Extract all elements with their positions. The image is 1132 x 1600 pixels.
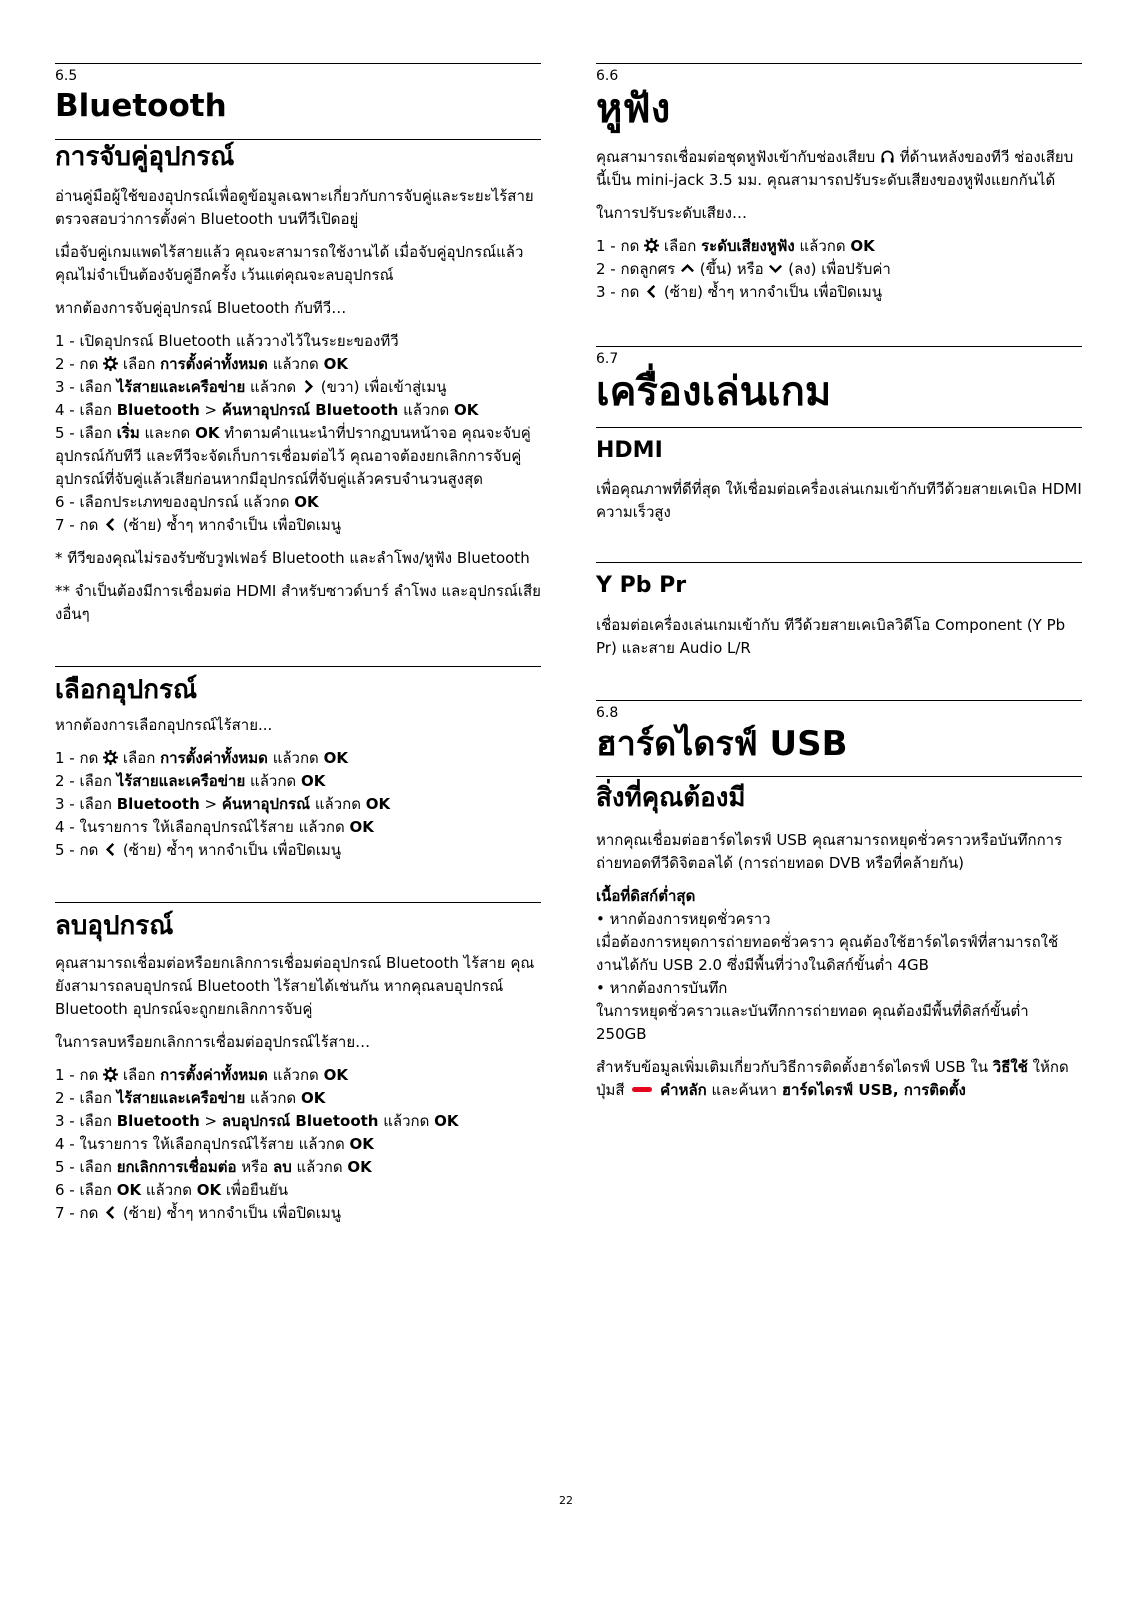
list-item: 4 - ในรายการ ให้เลือกอุปกรณ์ไร้สาย แล้วกด OK bbox=[55, 817, 374, 836]
list-item: 1 - กด เลือก การตั้งค่าทั้งหมด แล้วกด OK bbox=[55, 1066, 348, 1085]
section-title: ฮาร์ดไดรฟ์ USB bbox=[596, 723, 848, 764]
gear-icon bbox=[644, 238, 659, 253]
list-item: 2 - กด เลือก การตั้งค่าทั้งหมด แล้วกด OK bbox=[55, 354, 348, 373]
list-item: 1 - เปิดอุปกรณ์ Bluetooth แล้ววางไว้ในระยะของทีวี bbox=[55, 331, 399, 350]
select-steps bbox=[55, 747, 541, 862]
pairing-paragraph-2: เมื่อจับคู่เกมแพดไร้สายแล้ว คุณจะสามารถใช้งานได้ เมื่อจับคู่อุปกรณ์แล้ว คุณไม่จำเป็นต้องจับคู่อีกครั้ง เว้นแต่คุณจะลบอุปกรณ์ bbox=[55, 242, 524, 284]
list-item: 3 - เลือก ไร้สายและเครือข่าย แล้วกด (ขวา) เพื่อเข้าสู่เมนู bbox=[55, 377, 447, 396]
list-item: 5 - เลือก ยกเลิกการเชื่อมต่อ หรือ ลบ แล้วกด OK bbox=[55, 1158, 372, 1177]
chevron-left-icon bbox=[103, 842, 118, 857]
list-item: 2 - กดลูกศร (ขึ้น) หรือ (ลง) เพื่อปรับค่า bbox=[596, 260, 891, 278]
section-number: 6.8 bbox=[596, 704, 619, 721]
chevron-right-icon bbox=[301, 379, 316, 394]
list-item: 6 - เลือก OK แล้วกด OK เพื่อยืนยัน bbox=[55, 1181, 288, 1200]
list-item: 2 - เลือก ไร้สายและเครือข่าย แล้วกด OK bbox=[55, 1089, 326, 1108]
list-item: 2 - เลือก ไร้สายและเครือข่าย แล้วกด OK bbox=[55, 771, 326, 790]
chevron-left-icon bbox=[103, 517, 118, 532]
section-number: 6.7 bbox=[596, 351, 619, 367]
select-intro: หากต้องการเลือกอุปกรณ์ไร้สาย... bbox=[55, 715, 273, 734]
list-item: 6 - เลือกประเภทของอุปกรณ์ แล้วกด OK bbox=[55, 492, 319, 511]
section-rule bbox=[596, 63, 1082, 64]
pairing-steps bbox=[55, 330, 541, 537]
headphones-paragraph: คุณสามารถเชื่อมต่อชุดหูฟังเข้ากับช่องเสียบ ที่ด้านหลังของทีวี ช่องเสียบนี้เป็น mini-jack 3.5 มม. คุณสามารถปรับระดับเสียงของหูฟังแยกกันได้ bbox=[596, 148, 1074, 189]
gear-icon bbox=[103, 356, 118, 371]
record-paragraph: ในการหยุดชั่วคราวและบันทึกการถ่ายทอด คุณต้องมีพื้นที่ดิสก์ขั้นต่ำ 250GB bbox=[596, 1001, 1029, 1043]
remove-paragraph: คุณสามารถเชื่อมต่อหรือยกเลิกการเชื่อมต่ออุปกรณ์ Bluetooth ไร้สาย คุณยังสามารถลบอุปกรณ์ Bluetooth ไร้สายได้เช่นกัน หากคุณลบอุปกรณ์ Bluetooth อุปกรณ์จะถูกยกเลิกการจับคู่ bbox=[55, 954, 535, 1019]
pairing-paragraph-1: อ่านคู่มือผู้ใช้ของอุปกรณ์เพื่อดูข้อมูลเฉพาะเกี่ยวกับการจับคู่และระยะไร้สาย ตรวจสอบว่าการตั้งค่า Bluetooth บนทีวีเปิดอยู่ bbox=[55, 186, 534, 228]
remove-intro: ในการลบหรือยกเลิกการเชื่อมต่ออุปกรณ์ไร้สาย… bbox=[55, 1033, 371, 1052]
usb-paragraph: หากคุณเชื่อมต่อฮาร์ดไดรฟ์ USB คุณสามารถหยุดชั่วคราวหรือบันทึกการถ่ายทอดทีวีดิจิตอลได้ (การถ่ายทอด DVB หรือที่คล้ายกัน) bbox=[596, 830, 1063, 872]
select-device-heading: เลือกอุปกรณ์ bbox=[55, 674, 198, 705]
chevron-left-icon bbox=[644, 284, 659, 299]
list-item: 5 - กด (ซ้าย) ซ้ำๆ หากจำเป็น เพื่อปิดเมนู bbox=[55, 840, 342, 859]
list-item: 4 - เลือก Bluetooth > ค้นหาอุปกรณ์ Bluetooth แล้วกด OK bbox=[55, 400, 479, 419]
hdmi-paragraph: เพื่อคุณภาพที่ดีที่สุด ให้เชื่อมต่อเครื่องเล่นเกมเข้ากับทีวีด้วยสายเคเบิล HDMI ความเร็วสูง bbox=[596, 480, 1082, 522]
section-rule bbox=[55, 63, 541, 64]
chevron-up-icon bbox=[680, 261, 695, 276]
section-title: หูฟัง bbox=[596, 86, 671, 132]
list-item: 3 - กด (ซ้าย) ซ้ำๆ หากจำเป็น เพื่อปิดเมนู bbox=[596, 283, 883, 301]
headphones-steps bbox=[596, 235, 1082, 304]
hdmi-heading: HDMI bbox=[596, 438, 663, 463]
ypbpr-heading: Y Pb Pr bbox=[596, 573, 687, 599]
list-item: 4 - ในรายการ ให้เลือกอุปกรณ์ไร้สาย แล้วกด OK bbox=[55, 1135, 374, 1154]
pairing-note-2: ** จำเป็นต้องมีการเชื่อมต่อ HDMI สำหรับซาวด์บาร์ ลำโพง และอุปกรณ์เสียงอื่นๆ bbox=[55, 581, 541, 623]
pairing-heading: การจับคู่อุปกรณ์ bbox=[55, 141, 235, 172]
list-item: 7 - กด (ซ้าย) ซ้ำๆ หากจำเป็น เพื่อปิดเมนู bbox=[55, 1204, 342, 1223]
section-number: 6.6 bbox=[596, 68, 619, 84]
red-color-key-icon bbox=[632, 1087, 652, 1092]
pairing-note-1: * ทีวีของคุณไม่รองรับซับวูฟเฟอร์ Bluetooth และลำโพง/หูฟัง Bluetooth bbox=[55, 548, 530, 567]
section-rule bbox=[596, 700, 1082, 701]
requirements-heading: สิ่งที่คุณต้องมี bbox=[596, 783, 746, 814]
chevron-left-icon bbox=[103, 1205, 118, 1220]
list-item: 3 - เลือก Bluetooth > ค้นหาอุปกรณ์ แล้วกด OK bbox=[55, 794, 391, 813]
section-rule bbox=[596, 346, 1082, 347]
page-number: 22 bbox=[559, 1494, 573, 1507]
pause-paragraph: เมื่อต้องการหยุดการถ่ายทอดชั่วคราว คุณต้องใช้ฮาร์ดไดรฟ์ที่สามารถใช้งานได้กับ USB 2.0 ซึ่งมีพื้นที่ว่างในดิสก์ขั้นต่ำ 4GB bbox=[596, 932, 1059, 974]
list-item: 7 - กด (ซ้าย) ซ้ำๆ หากจำเป็น เพื่อปิดเมนู bbox=[55, 515, 342, 534]
gear-icon bbox=[103, 1067, 118, 1082]
min-disk-heading: เนื้อที่ดิสก์ต่ำสุด bbox=[596, 886, 696, 905]
section-number: 6.5 bbox=[55, 68, 78, 84]
record-bullet: • หากต้องการบันทึก bbox=[596, 978, 728, 997]
remove-steps bbox=[55, 1064, 541, 1225]
pause-bullet: • หากต้องการหยุดชั่วคราว bbox=[596, 909, 771, 928]
left-column bbox=[55, 63, 541, 1225]
right-column bbox=[596, 63, 1082, 1102]
pairing-intro: หากต้องการจับคู่อุปกรณ์ Bluetooth กับทีวี… bbox=[55, 298, 347, 317]
headphones-intro: ในการปรับระดับเสียง… bbox=[596, 204, 748, 222]
remove-device-heading: ลบอุปกรณ์ bbox=[55, 910, 174, 941]
list-item: 1 - กด เลือก ระดับเสียงหูฟัง แล้วกด OK bbox=[596, 237, 875, 255]
ypbpr-paragraph: เชื่อมต่อเครื่องเล่นเกมเข้ากับ ทีวีด้วยสายเคเบิลวิดีโอ Component (Y Pb Pr) และสาย Audio L/R bbox=[596, 615, 1066, 657]
headphones-icon bbox=[880, 149, 895, 164]
more-info-paragraph: สำหรับข้อมูลเพิ่มเติมเกี่ยวกับวิธีการติดตั้งฮาร์ดไดรฟ์ USB ใน วิธีใช้ ให้กดปุ่มสี คำหลัก และค้นหา ฮาร์ดไดรฟ์ USB, การติดตั้ง bbox=[596, 1057, 1069, 1099]
section-title: เครื่องเล่นเกม bbox=[596, 369, 832, 415]
list-item: 5 - เลือก เริ่ม และกด OK ทำตามคำแนะนำที่ปรากฏบนหน้าจอ คุณจะจับคู่อุปกรณ์กับทีวี และทีวีจะจัดเก็บการเชื่อมต่อไว้ คุณอาจต้องยกเลิกการจับคู่อุปกรณ์ที่จับคู่แล้วเสียก่อนหากมีอุปกรณ์ที่จับคู่แล้วครบจำนวนสูงสุด bbox=[55, 423, 531, 488]
gear-icon bbox=[103, 750, 118, 765]
list-item: 1 - กด เลือก การตั้งค่าทั้งหมด แล้วกด OK bbox=[55, 748, 348, 767]
section-title: Bluetooth bbox=[55, 88, 227, 124]
list-item: 3 - เลือก Bluetooth > ลบอุปกรณ์ Bluetooth แล้วกด OK bbox=[55, 1112, 459, 1131]
chevron-down-icon bbox=[768, 261, 783, 276]
